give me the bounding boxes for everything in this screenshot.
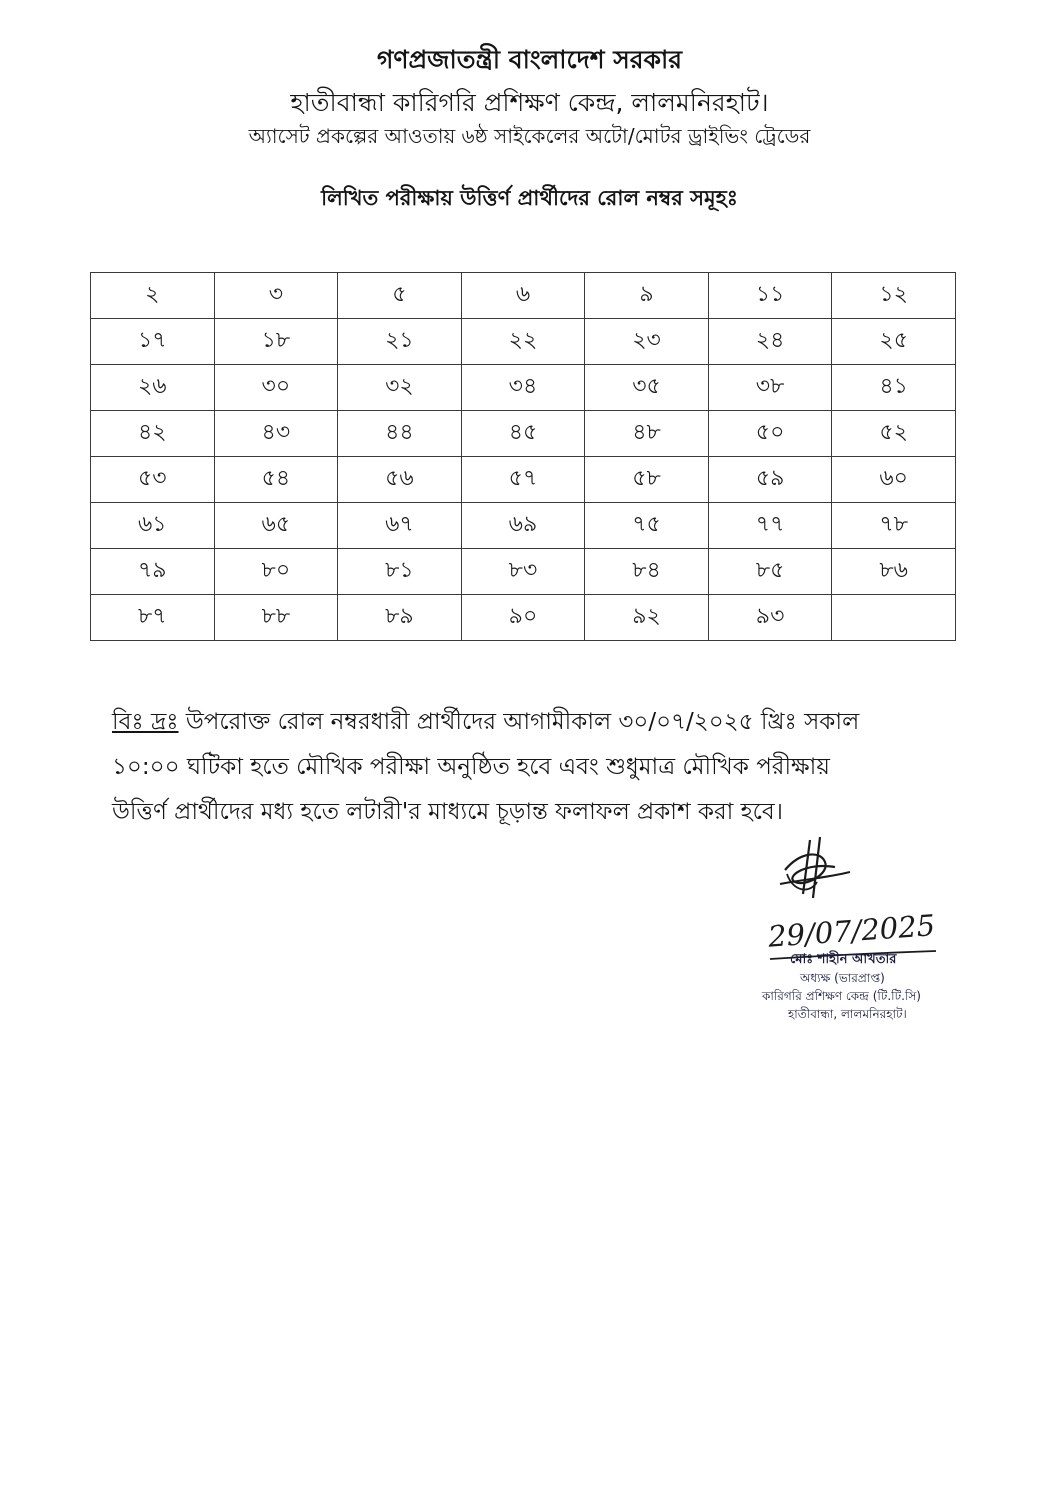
roll-number-cell: ৬১ — [91, 503, 215, 549]
table-row — [91, 595, 956, 641]
roll-number-cell: ৭৫ — [585, 503, 709, 549]
roll-number-cell: ৮১ — [338, 549, 462, 595]
stamp-organization: কারিগরি প্রশিক্ষণ কেন্দ্র (টি.টি.সি) — [762, 989, 921, 1003]
roll-number-cell: ৪৪ — [338, 411, 462, 457]
roll-number-cell: ৮৮ — [214, 595, 338, 641]
roll-number-cell: ৪৩ — [214, 411, 338, 457]
roll-number-cell: ৬ — [461, 273, 585, 319]
notice-line-3: উত্তির্ণ প্রার্থীদের মধ্য হতে লটারী'র মাধ্যমে চূড়ান্ত ফলাফল প্রকাশ করা হবে। — [112, 799, 783, 825]
table-row — [91, 503, 956, 549]
roll-table-body — [91, 273, 956, 641]
notice-line-2: ১০:০০ ঘটিকা হতে মৌখিক পরীক্ষা অনুষ্ঠিত হবে এবং শুধুমাত্র মৌখিক পরীক্ষায় — [112, 754, 830, 780]
table-row — [91, 319, 956, 365]
roll-number-cell: ৫৩ — [91, 457, 215, 503]
roll-number-cell: ৩৫ — [585, 365, 709, 411]
roll-number-cell: ৬৭ — [338, 503, 462, 549]
roll-number-cell: ৩০ — [214, 365, 338, 411]
stamp-place: হাতীবান্ধা, লালমনিরহাট। — [788, 1007, 907, 1021]
roll-number-cell: ৭৯ — [91, 549, 215, 595]
roll-number-cell: ৮০ — [214, 549, 338, 595]
roll-number-cell: ৩৮ — [708, 365, 832, 411]
header-institute: হাতীবান্ধা কারিগরি প্রশিক্ষণ কেন্দ্র, লালমনিরহাট। — [290, 88, 769, 117]
notice-line-1 — [112, 700, 958, 745]
roll-number-cell: ৭৮ — [832, 503, 956, 549]
roll-number-cell: ১৭ — [91, 319, 215, 365]
roll-number-cell: ৩ — [214, 273, 338, 319]
roll-number-cell: ৫৭ — [461, 457, 585, 503]
roll-number-cell — [832, 595, 956, 641]
roll-number-cell: ৪৮ — [585, 411, 709, 457]
roll-number-cell: ৯০ — [461, 595, 585, 641]
roll-number-cell: ৩২ — [338, 365, 462, 411]
roll-number-cell: ২ — [91, 273, 215, 319]
roll-number-cell: ১১ — [708, 273, 832, 319]
roll-number-cell: ৯ — [585, 273, 709, 319]
roll-number-cell: ২১ — [338, 319, 462, 365]
roll-number-cell: ৩৪ — [461, 365, 585, 411]
roll-number-cell: ৫৬ — [338, 457, 462, 503]
roll-number-table — [90, 272, 956, 641]
roll-number-cell: ২৩ — [585, 319, 709, 365]
notice-label: বিঃ দ্রঃ — [112, 709, 179, 735]
roll-number-cell: ৫৯ — [708, 457, 832, 503]
roll-number-cell: ৯২ — [585, 595, 709, 641]
roll-number-cell: ৬০ — [832, 457, 956, 503]
signature-scribble — [765, 832, 855, 912]
table-row — [91, 457, 956, 503]
roll-number-cell: ৪২ — [91, 411, 215, 457]
roll-number-cell: ২৫ — [832, 319, 956, 365]
roll-number-cell: ৫২ — [832, 411, 956, 457]
table-row — [91, 273, 956, 319]
roll-number-cell: ৮৪ — [585, 549, 709, 595]
roll-number-cell: ৫৮ — [585, 457, 709, 503]
roll-number-cell: ৮৫ — [708, 549, 832, 595]
table-row — [91, 411, 956, 457]
notice-paragraph — [112, 700, 958, 835]
stamp-title: অধ্যক্ষ (ভারপ্রাপ্ত) — [800, 971, 885, 985]
table-row — [91, 365, 956, 411]
table-row — [91, 549, 956, 595]
roll-number-cell: ৫৪ — [214, 457, 338, 503]
stamp-name: মোঃ শাহীন আখতার — [790, 952, 897, 967]
roll-number-cell: ৪১ — [832, 365, 956, 411]
roll-number-cell: ৫০ — [708, 411, 832, 457]
signature-date: 29/07/2025 — [767, 908, 937, 954]
roll-number-cell: ২২ — [461, 319, 585, 365]
roll-number-cell: ৪৫ — [461, 411, 585, 457]
roll-number-cell: ৮৬ — [832, 549, 956, 595]
roll-number-cell: ২৬ — [91, 365, 215, 411]
roll-number-cell: ৬৫ — [214, 503, 338, 549]
roll-number-cell: ১২ — [832, 273, 956, 319]
roll-number-cell: ৯৩ — [708, 595, 832, 641]
roll-number-cell: ৮৭ — [91, 595, 215, 641]
roll-number-cell: ৮৩ — [461, 549, 585, 595]
roll-number-cell: ২৪ — [708, 319, 832, 365]
header-government: গণপ্রজাতন্ত্রী বাংলাদেশ সরকার — [377, 45, 682, 74]
roll-number-cell: ৫ — [338, 273, 462, 319]
roll-number-cell: ৮৯ — [338, 595, 462, 641]
roll-number-cell: ৭৭ — [708, 503, 832, 549]
header-program: অ্যাসেট প্রকল্পের আওতায় ৬ষ্ঠ সাইকেলের অটো/মোটর ড্রাইভিং ট্রেডের — [248, 124, 811, 148]
roll-number-cell: ৬৯ — [461, 503, 585, 549]
roll-number-cell: ১৮ — [214, 319, 338, 365]
notice-text-1: উপরোক্ত রোল নম্বরধারী প্রার্থীদের আগামীকাল ৩০/০৭/২০২৫ খ্রিঃ সকাল — [185, 709, 860, 735]
header-list-title: লিখিত পরীক্ষায় উত্তির্ণ প্রার্থীদের রোল নম্বর সমূহঃ — [321, 186, 738, 210]
signature-block — [740, 832, 970, 1032]
